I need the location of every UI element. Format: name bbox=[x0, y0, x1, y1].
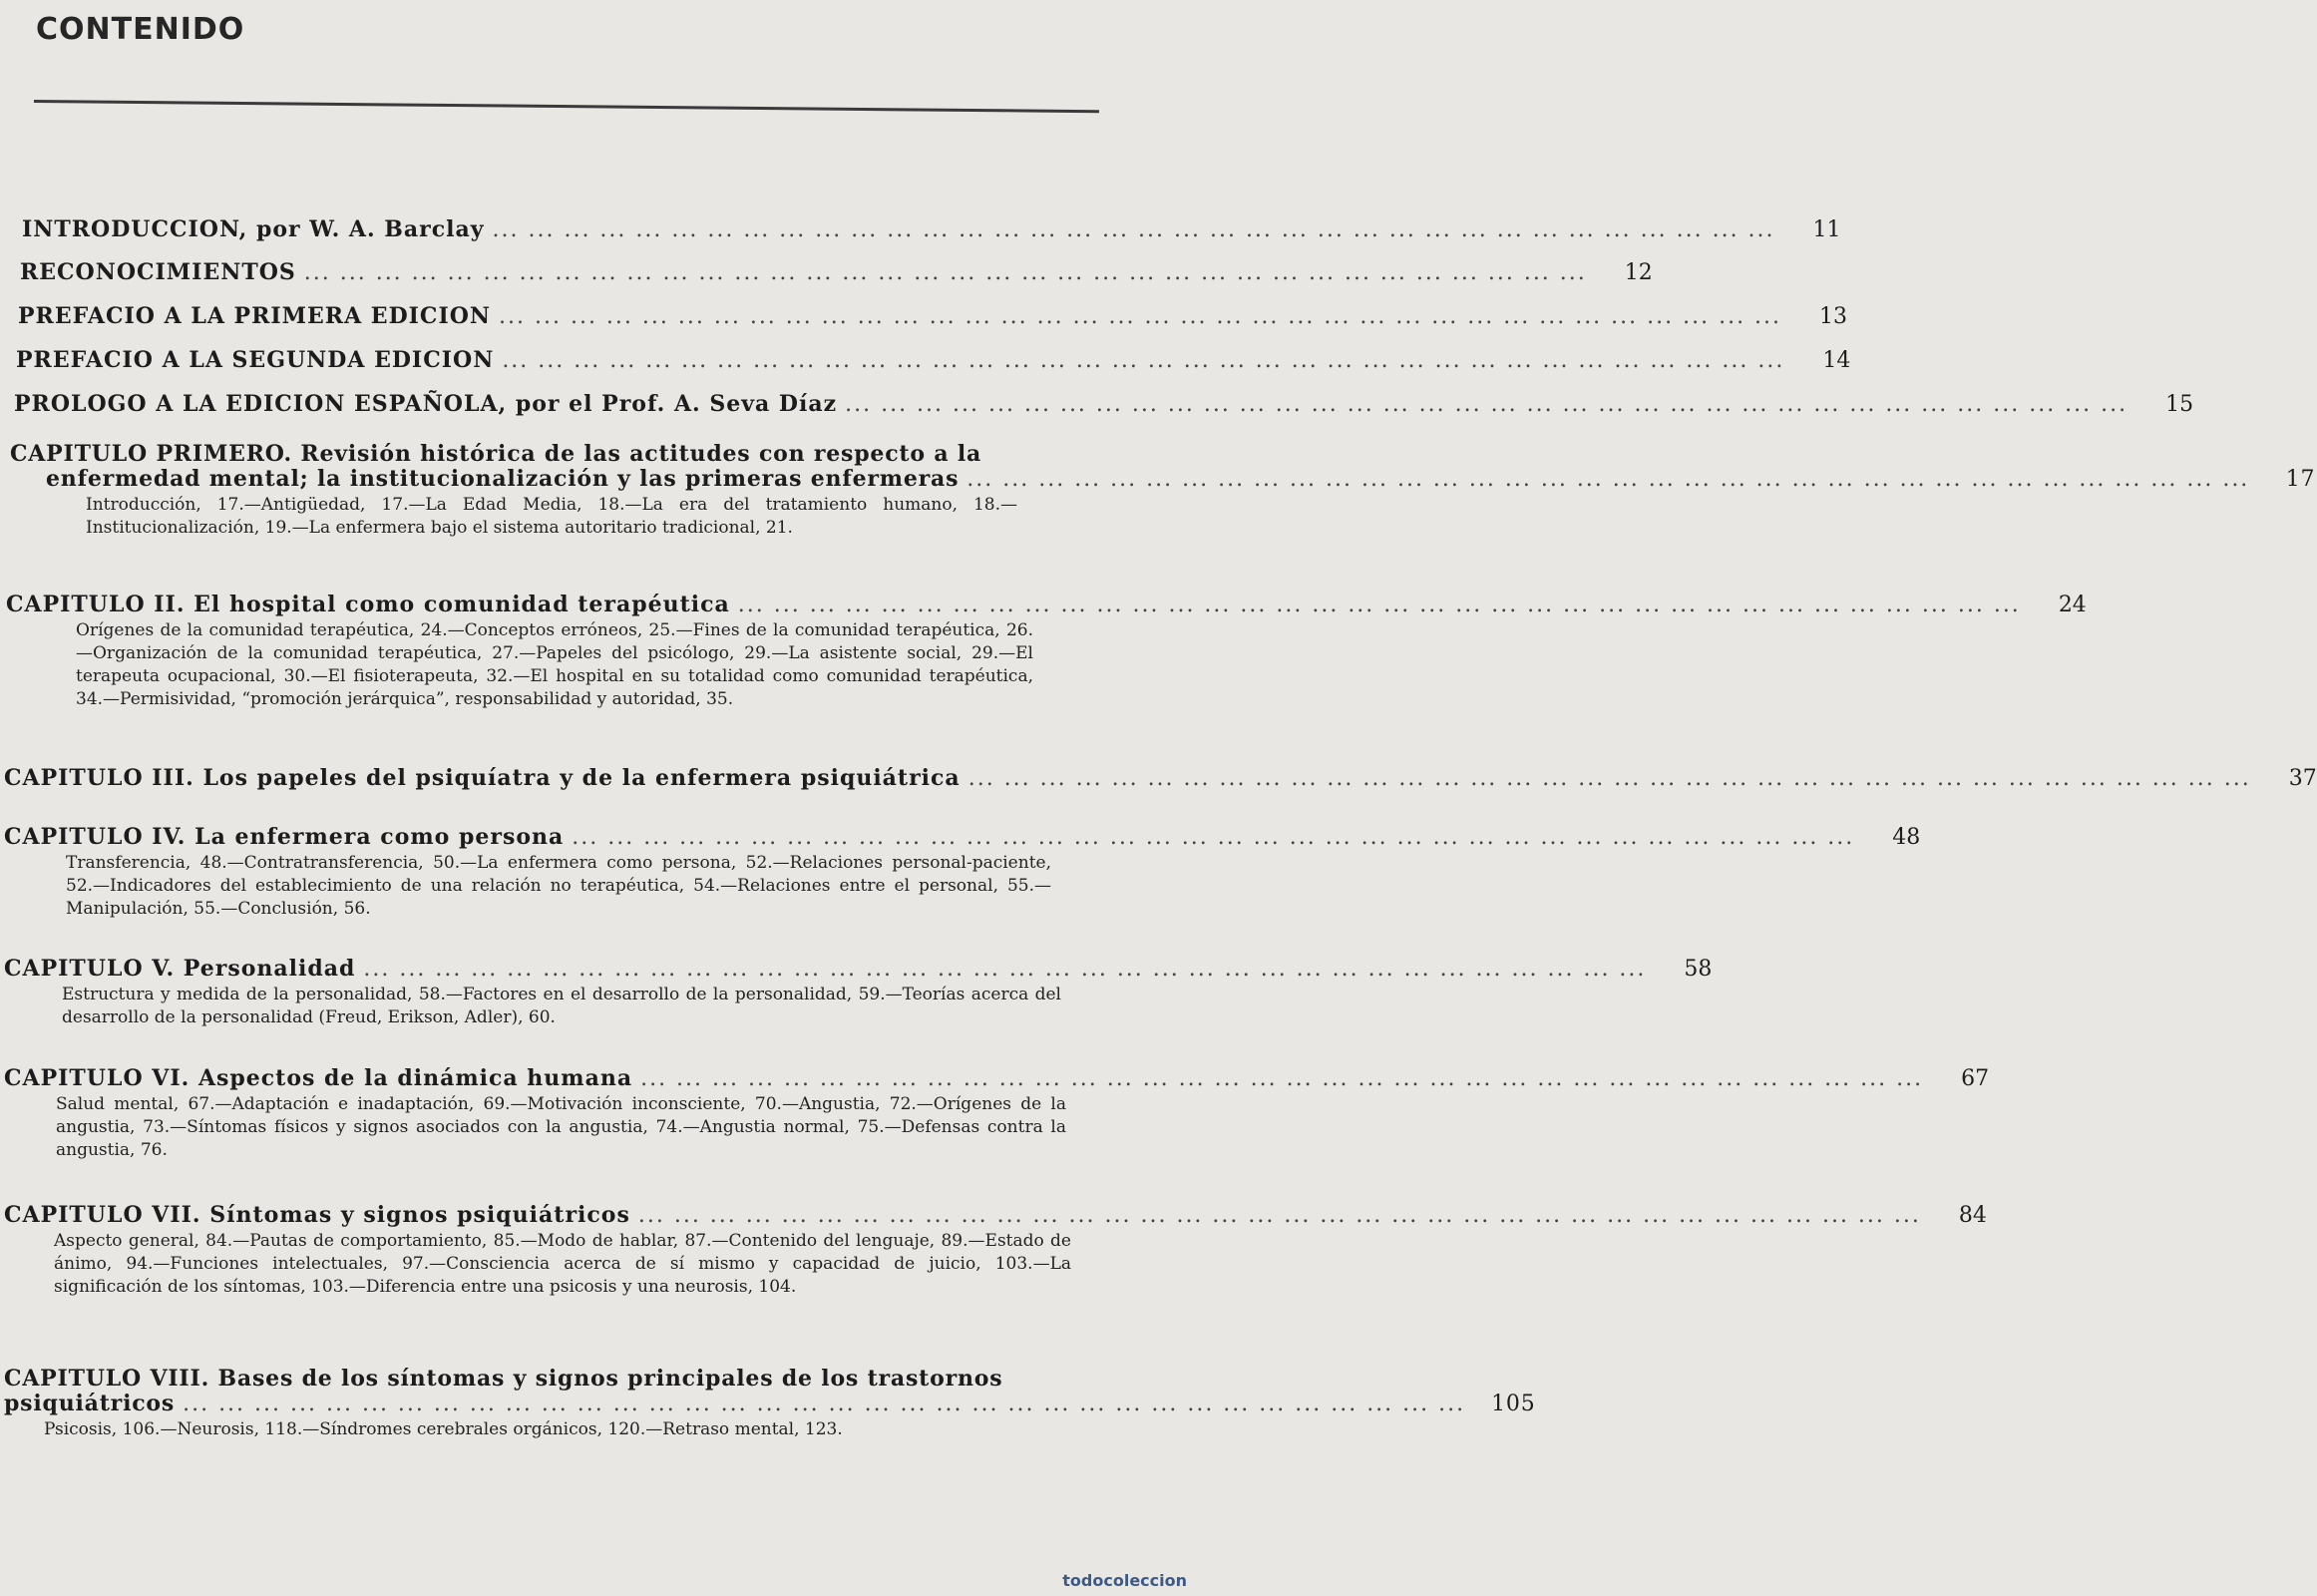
chapter-title: CAPITULO IV. La enfermera como persona bbox=[4, 824, 565, 850]
toc-entry-prefacio-primera: PREFACIO A LA PRIMERA EDICION ... ... ... ... ... ... ... ... ... ... ... ... ... ... ... ... ... ... ... ... ... ... ... ... ... ... ... ... ... ... ... ... ... ... ... ... 13 bbox=[18, 303, 1848, 329]
chapter-topics: Transferencia, 48.—Contratransferencia, 50.—La enfermera como persona, 52.—Relaciones personal-paciente, 52.—Indicadores del establecimiento de una relación no terapéutica, 54.—Relaciones entre el personal, 55.—Manipulación, 55.—Conclusión, 56. bbox=[66, 853, 1051, 919]
toc-chapter-2: CAPITULO II. El hospital como comunidad terapéutica ... ... ... ... ... ... ... ... ... ... ... ... ... ... ... ... ... ... ... ... ... ... ... ... ... ... ... ... ... ... ... ... ... ... ... ... 24 Orígenes de la comunidad terapéutica, 24.—Conceptos erróneos, 25.—Fines de la comunidad terapéutica, 26.—Organización de la comunidad terapéutica, 27.—Papeles del psicólogo, 29.—La asistente social, 29.—El terapeuta ocupacional, 30.—El fisioterapeuta, 32.—El hospital en su totalidad como comunidad terapéutica, 34.—Permisividad, “promoción jerárquica”, responsabilidad y autoridad, 35. bbox=[6, 592, 2087, 709]
chapter-topics: Aspecto general, 84.—Pautas de comportamiento, 85.—Modo de hablar, 87.—Contenido del lenguaje, 89.—Estado de ánimo, 94.—Funciones intelectuales, 97.—Consciencia acerca de sí mismo y capacidad de juicio, 103.—La significación de los síntomas, 103.—Diferencia entre una psicosis y una neurosis, 104. bbox=[54, 1231, 1071, 1297]
entry-title: RECONOCIMIENTOS bbox=[20, 259, 296, 285]
chapter-page: 24 bbox=[2058, 593, 2087, 617]
chapter-title: CAPITULO PRIMERO. Revisión histórica de las actitudes con respecto a la bbox=[10, 441, 982, 467]
watermark: todocoleccion bbox=[1062, 1571, 1187, 1590]
chapter-page: 67 bbox=[1961, 1066, 1990, 1091]
entry-title: PROLOGO A LA EDICION ESPAÑOLA, por el Prof. A. Seva Díaz bbox=[14, 391, 838, 417]
chapter-title-continued: psiquiátricos bbox=[4, 1391, 176, 1416]
chapter-topics: Introducción, 17.—Antigüedad, 17.—La Edad Media, 18.—La era del tratamiento humano, 18.—Institucionalización, 19.—La enfermera bajo el sistema autoritario tradicional, 21. bbox=[86, 495, 1017, 538]
page-title: CONTENIDO bbox=[36, 12, 245, 47]
entry-page: 12 bbox=[1624, 260, 1653, 285]
toc-chapter-1: CAPITULO PRIMERO. Revisión histórica de las actitudes con respecto a la enfermedad mental; la institucionalización y las primeras enfermeras ... ... ... ... ... ... ... ... ... ... ... ... ... ... ... ... ... ... ... ... ... ... ... ... ... ... ... ... ... ... ... ... ... ... ... ... 17 Introducción, 17.—Antigüedad, 17.—La Edad Media, 18.—La era del tratamiento humano, 18.—Institucionalización, 19.—La enfermera bajo el sistema autoritario tradicional, 21. bbox=[10, 441, 2316, 538]
chapter-title: CAPITULO V. Personalidad bbox=[4, 956, 356, 982]
chapter-page: 48 bbox=[1892, 825, 1921, 850]
chapter-title: CAPITULO VII. Síntomas y signos psiquiátricos bbox=[4, 1202, 630, 1228]
chapter-page: 37 bbox=[2288, 766, 2317, 791]
chapter-title: CAPITULO VIII. Bases de los síntomas y signos principales de los trastornos bbox=[4, 1366, 1003, 1392]
entry-title: PREFACIO A LA PRIMERA EDICION bbox=[18, 303, 492, 329]
toc-chapter-5: CAPITULO V. Personalidad ... ... ... ... ... ... ... ... ... ... ... ... ... ... ... ... ... ... ... ... ... ... ... ... ... ... ... ... ... ... ... ... ... ... ... ... 58 Estructura y medida de la personalidad, 58.—Factores en el desarrollo de la personalidad, 59.—Teorías acerca del desarrollo de la personalidad (Freud, Erikson, Adler), 60. bbox=[4, 956, 1713, 1027]
chapter-page: 17 bbox=[2285, 467, 2316, 492]
chapter-topics: Estructura y medida de la personalidad, 58.—Factores en el desarrollo de la personalidad, 59.—Teorías acerca del desarrollo de la personalidad (Freud, Erikson, Adler), 60. bbox=[62, 985, 1061, 1027]
toc-chapter-3: CAPITULO III. Los papeles del psiquíatra y de la enfermera psiquiátrica ... ... ... ... ... ... ... ... ... ... ... ... ... ... ... ... ... ... ... ... ... ... ... ... ... ... ... ... ... ... ... ... ... ... ... ... 37 bbox=[4, 765, 2317, 791]
toc-entry-prologo: PROLOGO A LA EDICION ESPAÑOLA, por el Prof. A. Seva Díaz ... ... ... ... ... ... ... ... ... ... ... ... ... ... ... ... ... ... ... ... ... ... ... ... ... ... ... ... ... ... ... ... ... ... ... ... 15 bbox=[14, 391, 2194, 417]
chapter-topics: Salud mental, 67.—Adaptación e inadaptación, 69.—Motivación inconsciente, 70.—Angustia, 72.—Orígenes de la angustia, 73.—Síntomas físicos y signos asociados con la angustia, 74.—Angustia normal, 75.—Defensas contra la angustia, 76. bbox=[56, 1094, 1066, 1160]
toc-chapter-8: CAPITULO VIII. Bases de los síntomas y signos principales de los trastornos psiquiátricos ... ... ... ... ... ... ... ... ... ... ... ... ... ... ... ... ... ... ... ... ... ... ... ... ... ... ... ... ... ... ... ... ... ... ... ... 105 Psicosis, 106.—Neurosis, 118.—Síndromes cerebrales orgánicos, 120.—Retraso mental, 123. bbox=[4, 1366, 1536, 1439]
toc-chapter-7: CAPITULO VII. Síntomas y signos psiquiátricos ... ... ... ... ... ... ... ... ... ... ... ... ... ... ... ... ... ... ... ... ... ... ... ... ... ... ... ... ... ... ... ... ... ... ... ... 84 Aspecto general, 84.—Pautas de comportamiento, 85.—Modo de hablar, 87.—Contenido del lenguaje, 89.—Estado de ánimo, 94.—Funciones intelectuales, 97.—Consciencia acerca de sí mismo y capacidad de juicio, 103.—La significación de los síntomas, 103.—Diferencia entre una psicosis y una neurosis, 104. bbox=[4, 1202, 1987, 1297]
toc-entry-prefacio-segunda: PREFACIO A LA SEGUNDA EDICION ... ... ... ... ... ... ... ... ... ... ... ... ... ... ... ... ... ... ... ... ... ... ... ... ... ... ... ... ... ... ... ... ... ... ... ... 14 bbox=[16, 347, 1851, 373]
chapter-title: CAPITULO II. El hospital como comunidad terapéutica bbox=[6, 592, 730, 617]
chapter-page: 105 bbox=[1491, 1392, 1536, 1416]
chapter-page: 58 bbox=[1684, 957, 1713, 982]
toc-chapter-6: CAPITULO VI. Aspectos de la dinámica humana ... ... ... ... ... ... ... ... ... ... ... ... ... ... ... ... ... ... ... ... ... ... ... ... ... ... ... ... ... ... ... ... ... ... ... ... 67 Salud mental, 67.—Adaptación e inadaptación, 69.—Motivación inconsciente, 70.—Angustia, 72.—Orígenes de la angustia, 73.—Síntomas físicos y signos asociados con la angustia, 74.—Angustia normal, 75.—Defensas contra la angustia, 76. bbox=[4, 1065, 1990, 1160]
entry-page: 15 bbox=[2165, 392, 2194, 417]
header-rule bbox=[34, 100, 1099, 113]
toc-entry-introduccion: INTRODUCCION, por W. A. Barclay ... ... ... ... ... ... ... ... ... ... ... ... ... ... ... ... ... ... ... ... ... ... ... ... ... ... ... ... ... ... ... ... ... ... ... ... 11 bbox=[22, 216, 1841, 242]
entry-title: INTRODUCCION, por W. A. Barclay bbox=[22, 216, 485, 242]
chapter-page: 84 bbox=[1958, 1203, 1987, 1228]
toc-entry-reconocimientos: RECONOCIMIENTOS ... ... ... ... ... ... ... ... ... ... ... ... ... ... ... ... ... ... ... ... ... ... ... ... ... ... ... ... ... ... ... ... ... ... ... ... 12 bbox=[20, 259, 1653, 285]
toc-chapter-4: CAPITULO IV. La enfermera como persona ... ... ... ... ... ... ... ... ... ... ... ... ... ... ... ... ... ... ... ... ... ... ... ... ... ... ... ... ... ... ... ... ... ... ... ... 48 Transferencia, 48.—Contratransferencia, 50.—La enfermera como persona, 52.—Relaciones personal-paciente, 52.—Indicadores del establecimiento de una relación no terapéutica, 54.—Relaciones entre el personal, 55.—Manipulación, 55.—Conclusión, 56. bbox=[4, 824, 1921, 919]
chapter-title-continued: enfermedad mental; la institucionalización y las primeras enfermeras bbox=[46, 466, 960, 492]
entry-title: PREFACIO A LA SEGUNDA EDICION bbox=[16, 347, 495, 373]
entry-page: 13 bbox=[1819, 304, 1848, 329]
chapter-title: CAPITULO III. Los papeles del psiquíatra y de la enfermera psiquiátrica bbox=[4, 765, 961, 791]
entry-page: 14 bbox=[1822, 348, 1851, 373]
chapter-topics: Orígenes de la comunidad terapéutica, 24.—Conceptos erróneos, 25.—Fines de la comunidad terapéutica, 26.—Organización de la comunidad terapéutica, 27.—Papeles del psicólogo, 29.—La asistente social, 29.—El terapeuta ocupacional, 30.—El fisioterapeuta, 32.—El hospital en su totalidad como comunidad terapéutica, 34.—Permisividad, “promoción jerárquica”, responsabilidad y autoridad, 35. bbox=[76, 620, 1033, 709]
chapter-topics: Psicosis, 106.—Neurosis, 118.—Síndromes cerebrales orgánicos, 120.—Retraso mental, 123. bbox=[44, 1419, 843, 1439]
chapter-title: CAPITULO VI. Aspectos de la dinámica humana bbox=[4, 1065, 633, 1091]
entry-page: 11 bbox=[1812, 217, 1841, 242]
